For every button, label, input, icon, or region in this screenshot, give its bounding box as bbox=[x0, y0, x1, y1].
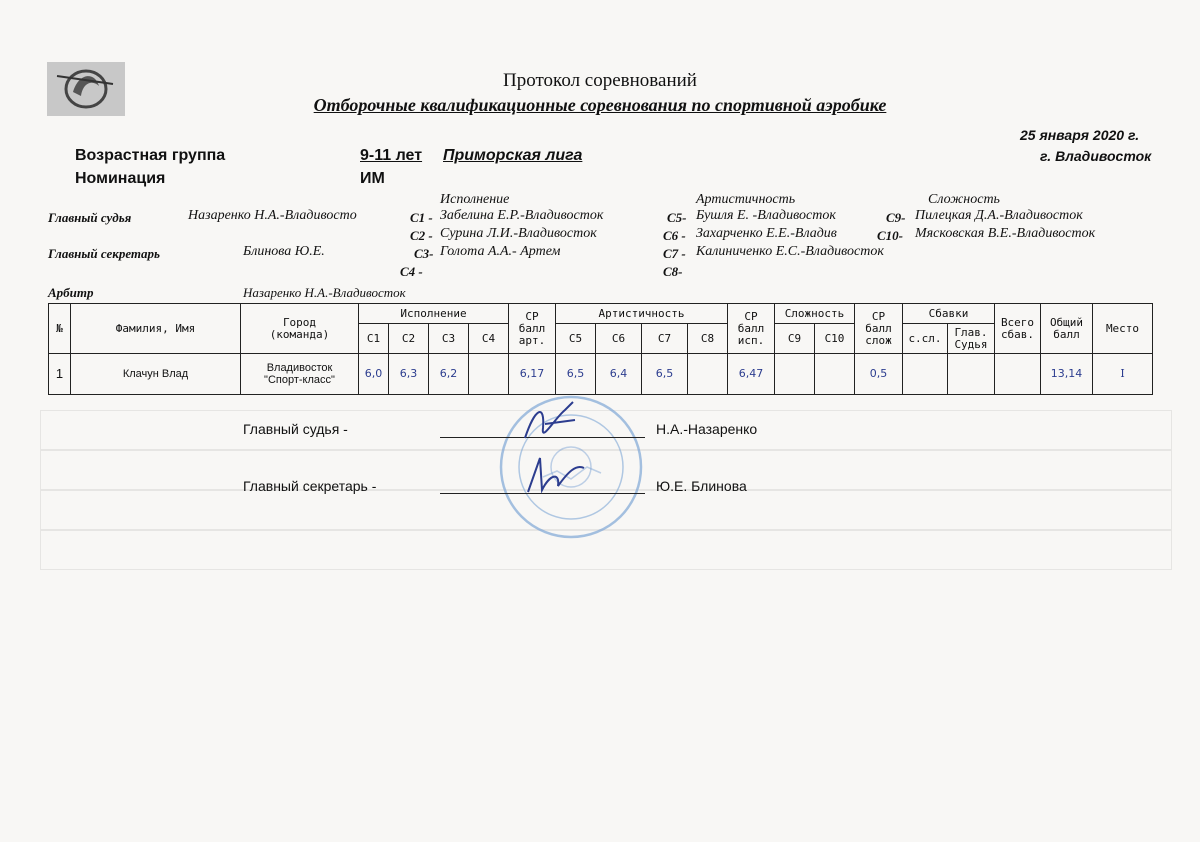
col-total-ded-l2: сбав. bbox=[1000, 327, 1035, 341]
artistry-judges-header: Артистичность bbox=[696, 192, 796, 207]
judge-name: Бушля Е. -Владивосток bbox=[696, 208, 836, 223]
deduction-chief bbox=[948, 354, 995, 395]
col-avg-art-l1: СР bbox=[525, 309, 539, 323]
score-c3: 6,2 bbox=[429, 354, 469, 395]
col-ded-line-header: с.сл. bbox=[903, 324, 948, 354]
col-avg-exe-l1: СР bbox=[744, 309, 758, 323]
score-c5: 6,5 bbox=[556, 354, 596, 395]
difficulty-judges-header: Сложность bbox=[928, 192, 1000, 207]
chief-secretary-value: Блинова Ю.Е. bbox=[243, 244, 325, 259]
judge-code: С8- bbox=[663, 264, 683, 279]
event-city: г. Владивосток bbox=[1040, 148, 1152, 164]
col-avg-dif-l2: балл bbox=[865, 321, 892, 335]
judge-name: Пилецкая Д.А.-Владивосток bbox=[915, 208, 1083, 223]
col-c8-header: С8 bbox=[688, 324, 728, 354]
score-c2: 6,3 bbox=[389, 354, 429, 395]
page-title: Протокол соревнований bbox=[503, 70, 697, 91]
nomination-label: Номинация bbox=[75, 170, 166, 187]
score-c1: 6,0 bbox=[359, 354, 389, 395]
col-avg-exe-l3: исп. bbox=[737, 333, 765, 347]
row-num: 1 bbox=[49, 354, 71, 395]
col-c4-header: С4 bbox=[469, 324, 509, 354]
col-total-header bbox=[1041, 304, 1093, 354]
col-ded-chief-header bbox=[948, 324, 995, 354]
deduction-line bbox=[903, 354, 948, 395]
col-avg-art-l3: арт. bbox=[518, 333, 546, 347]
sign-secretary-name: Ю.Е. Блинова bbox=[656, 478, 747, 494]
col-name-header: Фамилия, Имя bbox=[71, 304, 241, 354]
row-city bbox=[241, 354, 359, 395]
score-avg-dif: 0,5 bbox=[855, 354, 903, 395]
col-city-header-l2: (команда) bbox=[269, 327, 330, 341]
col-num-header: № bbox=[49, 304, 71, 354]
event-date: 25 января 2020 г. bbox=[1020, 127, 1140, 143]
col-execution-header: Исполнение bbox=[359, 304, 509, 324]
judge-code: С6 - bbox=[663, 228, 686, 243]
col-avg-exe-l2: балл bbox=[737, 321, 765, 335]
chief-judge-label: Главный судья bbox=[48, 210, 132, 225]
judge-code: С10- bbox=[877, 228, 903, 243]
col-c3-header: С3 bbox=[429, 324, 469, 354]
col-c10-header: С10 bbox=[815, 324, 855, 354]
col-avg-art-header bbox=[509, 304, 556, 354]
col-city-header bbox=[241, 304, 359, 354]
arbiter-value: Назаренко Н.А.-Владивосток bbox=[243, 285, 406, 300]
row-city-l1: Владивосток bbox=[266, 362, 333, 374]
table-row bbox=[49, 354, 1153, 395]
col-ded-chief-l2: Судья bbox=[954, 337, 988, 351]
col-ded-chief-l1: Глав. bbox=[954, 325, 988, 339]
score-c7: 6,5 bbox=[642, 354, 688, 395]
score-c8 bbox=[688, 354, 728, 395]
secretary-signature bbox=[520, 452, 590, 502]
judge-code: С5- bbox=[667, 210, 687, 225]
chief-secretary-label: Главный секретарь bbox=[48, 246, 160, 261]
chief-judge-value: Назаренко Н.А.-Владивосто bbox=[188, 208, 357, 223]
judge-code: С1 - bbox=[410, 210, 433, 225]
col-c7-header: С7 bbox=[642, 324, 688, 354]
col-total-l2: балл bbox=[1053, 327, 1080, 341]
place-value: I bbox=[1093, 354, 1153, 395]
col-c5-header: С5 bbox=[556, 324, 596, 354]
col-total-ded-l1: Всего bbox=[1000, 315, 1035, 329]
league-name: Приморская лига bbox=[443, 147, 583, 164]
col-c6-header: С6 bbox=[596, 324, 642, 354]
col-artistry-header: Артистичность bbox=[556, 304, 728, 324]
score-c10 bbox=[815, 354, 855, 395]
age-group-label: Возрастная группа bbox=[75, 147, 226, 164]
row-city-l2: "Спорт-класс" bbox=[264, 374, 335, 386]
score-avg-art: 6,17 bbox=[509, 354, 556, 395]
page-subtitle: Отборочные квалификационные соревнования по спортивной аэробике bbox=[313, 95, 887, 115]
col-place-header: Место bbox=[1093, 304, 1153, 354]
judge-code: С3- bbox=[414, 246, 434, 261]
age-group-value: 9-11 лет bbox=[360, 147, 423, 164]
judge-name: Калиниченко Е.С.-Владивосток bbox=[696, 244, 884, 259]
col-total-ded-header bbox=[995, 304, 1041, 354]
total-score: 13,14 bbox=[1041, 354, 1093, 395]
col-avg-exe-header bbox=[728, 304, 775, 354]
judge-name: Забелина Е.Р.-Владивосток bbox=[440, 208, 604, 223]
col-city-header-l1: Город bbox=[282, 315, 317, 329]
col-avg-dif-l3: слож bbox=[865, 333, 892, 347]
sign-secretary-label: Главный секретарь - bbox=[243, 478, 377, 494]
results-table bbox=[48, 303, 1153, 395]
sign-chief-judge-label: Главный судья - bbox=[243, 421, 348, 437]
col-avg-dif-header bbox=[855, 304, 903, 354]
judge-code: С7 - bbox=[663, 246, 686, 261]
nomination-value: ИМ bbox=[360, 170, 385, 187]
score-avg-exe: 6,47 bbox=[728, 354, 775, 395]
judge-name: Мясковская В.Е.-Владивосток bbox=[915, 226, 1096, 241]
judge-code: С4 - bbox=[400, 264, 423, 279]
col-difficulty-header: Сложность bbox=[775, 304, 855, 324]
col-avg-art-l2: балл bbox=[518, 321, 546, 335]
col-c1-header: С1 bbox=[359, 324, 389, 354]
col-c2-header: С2 bbox=[389, 324, 429, 354]
judge-name: Голота А.А.- Артем bbox=[440, 244, 561, 259]
judge-name: Захарченко Е.Е.-Владив bbox=[696, 226, 837, 241]
judge-code: С2 - bbox=[410, 228, 433, 243]
judge-code: С9- bbox=[886, 210, 906, 225]
judge-name: Сурина Л.И.-Владивосток bbox=[440, 226, 597, 241]
score-c4 bbox=[469, 354, 509, 395]
chief-judge-signature bbox=[515, 398, 585, 448]
col-total-l1: Общий bbox=[1049, 315, 1084, 329]
col-deductions-header: Сбавки bbox=[903, 304, 995, 324]
total-deductions bbox=[995, 354, 1041, 395]
arbiter-label: Арбитр bbox=[48, 285, 94, 300]
col-avg-dif-l1: СР bbox=[871, 309, 886, 323]
score-c6: 6,4 bbox=[596, 354, 642, 395]
col-c9-header: С9 bbox=[775, 324, 815, 354]
execution-judges-header: Исполнение bbox=[440, 192, 510, 207]
row-name: Клачун Влад bbox=[71, 354, 241, 395]
score-c9 bbox=[775, 354, 815, 395]
sign-chief-judge-name: Н.А.-Назаренко bbox=[656, 421, 758, 437]
